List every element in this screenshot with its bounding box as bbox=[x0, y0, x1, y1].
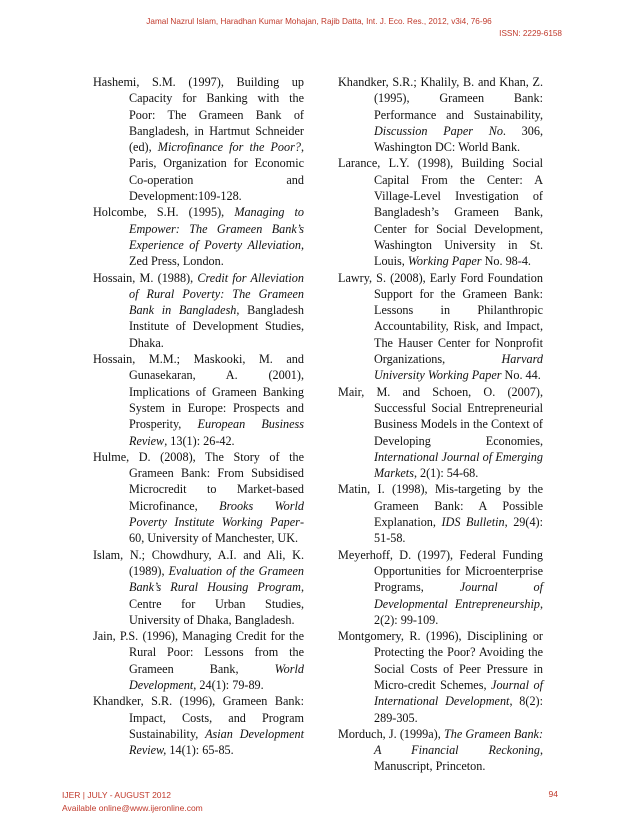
reference-item: Mair, M. and Schoen, O. (2007), Successful Social Entrepreneurial Business Models in the Context of Developing Economies, International Journal of Emerging Markets, 2(1): 54-68. bbox=[338, 384, 543, 481]
reference-item: Hossain, M. (1988), Credit for Alleviation of Rural Poverty: The Grameen Bank in Bangladesh, Bangladesh Institute of Development Studies, Dhaka. bbox=[93, 270, 304, 350]
issn-label: ISSN: 2229-6158 bbox=[499, 29, 562, 38]
footer-journal: IJER | JULY - AUGUST 2012 bbox=[62, 790, 171, 800]
reference-item: Hashemi, S.M. (1997), Building up Capacity for Banking with the Poor: The Grameen Bank of Bangladesh, in Hartmut Schneider (ed), Microfinance for the Poor?, Paris, Organization for Economic Co-operation and Development:109-128. bbox=[93, 75, 304, 204]
reference-item: Montgomery, R. (1996), Disciplining or Protecting the Poor? Avoiding the Social Costs of Peer Pressure in Micro-credit Schemes, Journal of International Development, 8(2): 289-305. bbox=[338, 629, 543, 725]
reference-item: Lawry, S. (2008), Early Ford Foundation Support for the Grameen Bank: Lessons in Philanthropic Accountability, Risk, and Impact, The Hauser Center for Nonprofit Organizations, Harvard University Working Paper No. 44. bbox=[338, 270, 543, 383]
reference-item: Hossain, M.M.; Maskooki, M. and Gunasekaran, A. (2001), Implications of Grameen Banking System in Europe: Prospects and Prosperity, European Business Review, 13(1): 26-42. bbox=[93, 352, 304, 448]
reference-item: Khandker, S.R.; Khalily, B. and Khan, Z. (1995), Grameen Bank: Performance and Sustainability, Discussion Paper No. 306, Washington DC: World Bank. bbox=[338, 75, 544, 155]
reference-item: Meyerhoff, D. (1997), Federal Funding Opportunities for Microenterprise Programs, Journal of Developmental Entrepreneurship, 2(2): 99-109. bbox=[338, 547, 543, 627]
reference-item: Holcombe, S.H. (1995), Managing to Empower: The Grameen Bank’s Experience of Poverty Alleviation, Zed Press, London. bbox=[93, 205, 304, 269]
reference-item: Jain, P.S. (1996), Managing Credit for the Rural Poor: Lessons from the Grameen Bank, World Development, 24(1): 79-89. bbox=[93, 629, 304, 692]
left-reference-column bbox=[93, 74, 304, 758]
reference-item: Islam, N.; Chowdhury, A.I. and Ali, K. (1989), Evaluation of the Grameen Bank’s Rural Housing Program, Centre for Urban Studies, University of Dhaka, Bangladesh. bbox=[93, 547, 304, 627]
reference-item: Larance, L.Y. (1998), Building Social Capital From the Center: A Village-Level Investigation of Bangladesh’s Grameen Bank, Center for Social Development, Washington University in St. Louis, Working Paper No. 98-4. bbox=[338, 156, 543, 269]
footer-online-link[interactable]: Available online@www.ijeronline.com bbox=[62, 803, 203, 813]
reference-item: Khandker, S.R. (1996), Grameen Bank: Impact, Costs, and Program Sustainability, Asian Development Review, 14(1): 65-85. bbox=[93, 694, 304, 758]
running-header-citation: Jamal Nazrul Islam, Haradhan Kumar Mohajan, Rajib Datta, Int. J. Eco. Res., 2012, v3i4, 76-96 bbox=[146, 17, 492, 26]
reference-item: Matin, I. (1998), Mis-targeting by the Grameen Bank: A Possible Explanation, IDS Bulletin, 29(4): 51-58. bbox=[338, 482, 543, 546]
page-number: 94 bbox=[548, 789, 558, 799]
right-reference-column bbox=[338, 74, 543, 775]
reference-item: Morduch, J. (1999a), The Grameen Bank: A Financial Reckoning, Manuscript, Princeton. bbox=[338, 726, 544, 774]
reference-item: Hulme, D. (2008), The Story of the Grameen Bank: From Subsidised Microcredit to Market-based Microfinance, Brooks World Poverty Institute Working Paper-60, University of Manchester, UK. bbox=[93, 449, 304, 546]
